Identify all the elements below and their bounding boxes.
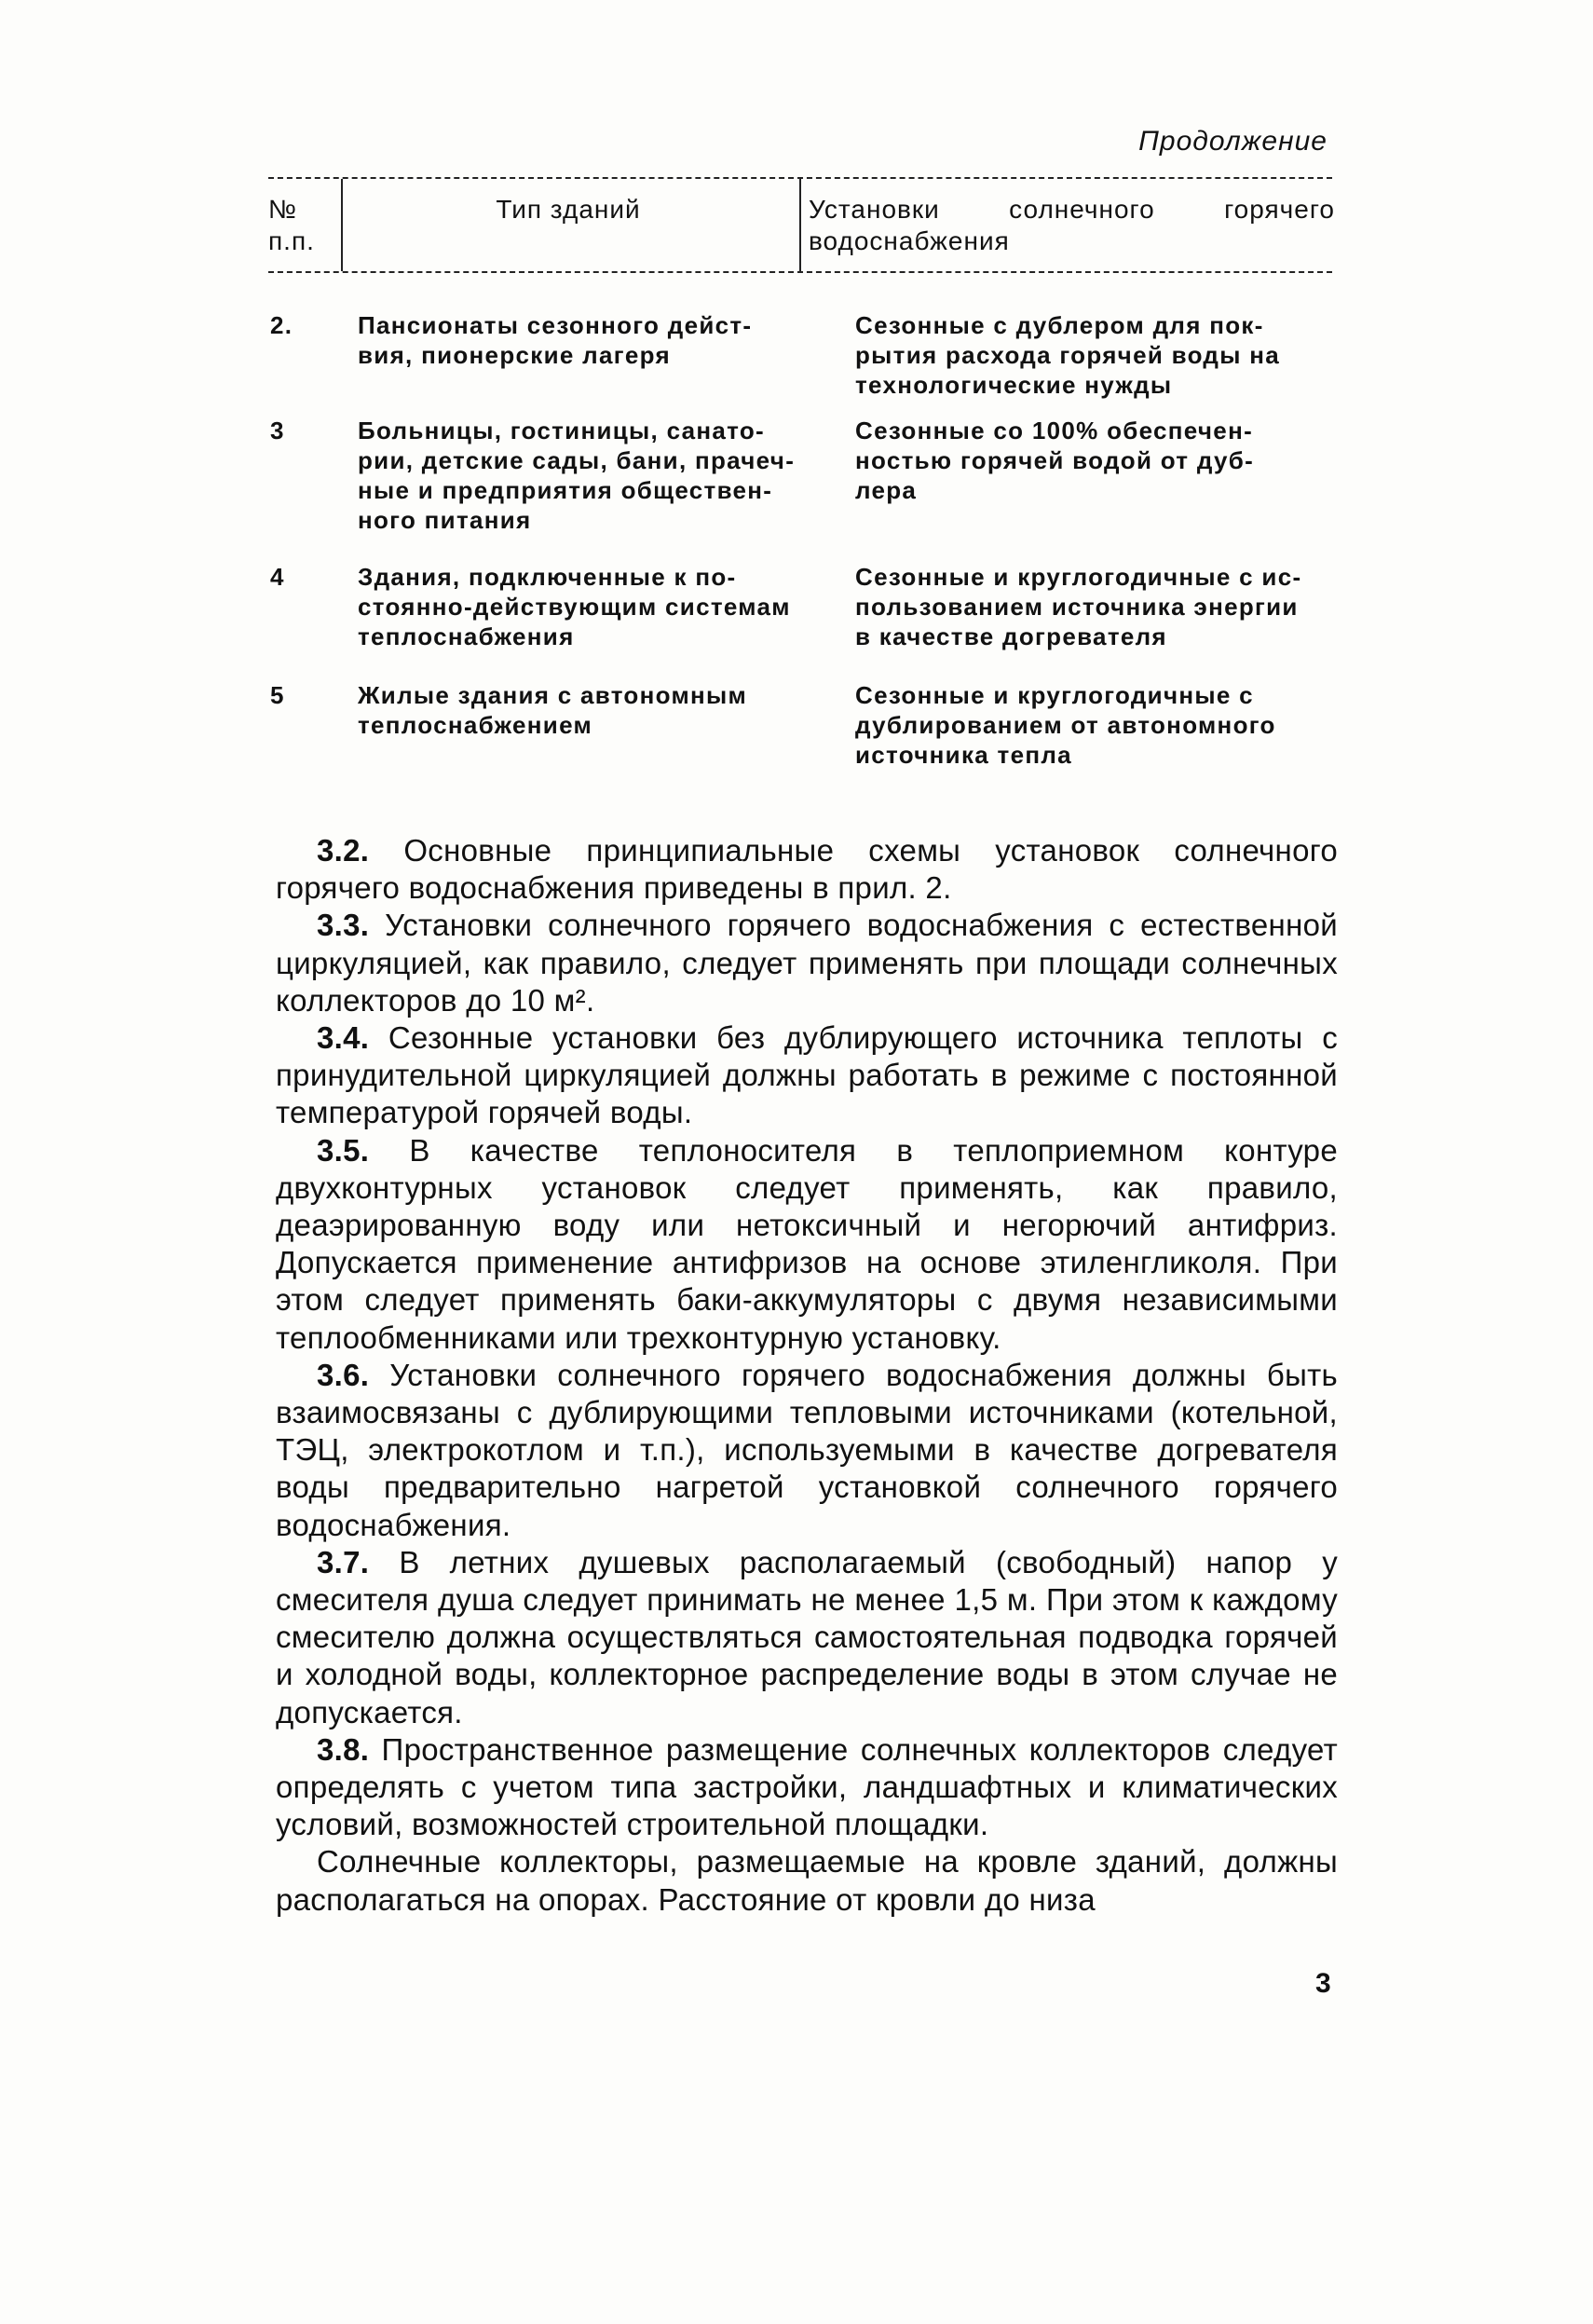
cell-line: Пансионаты сезонного дейст- <box>358 311 753 339</box>
cell-line: стоянно-действующим системам <box>358 593 791 621</box>
cell-line: технологические нужды <box>855 371 1173 399</box>
continuation-label: Продолжение <box>1138 126 1328 157</box>
cell-line: пользованием источника энергии <box>855 593 1299 621</box>
row-number: 3 <box>270 417 285 444</box>
cell-line: источника тепла <box>855 741 1072 769</box>
column-header-word: горячего <box>1224 195 1335 224</box>
clause-number: 3.5. <box>317 1132 370 1168</box>
clause-number: 3.6. <box>317 1357 370 1392</box>
paragraph-text: Сезонные установки без дублирующего источника теплоты с принудительной циркуляцией должны работать в режиме с постоянной температурой горячей воды. <box>276 1020 1338 1130</box>
cell-line: ностью горячей водой от дуб- <box>855 446 1255 474</box>
cell-line: теплоснабжением <box>358 711 593 739</box>
page-number: 3 <box>1315 1968 1331 1999</box>
paragraph-text: Основные принципиальные схемы установок солнечного горячего водоснабжения приведены в прил. 2. <box>276 833 1338 906</box>
row-building-type <box>358 416 824 535</box>
paragraph <box>276 1731 1338 1844</box>
cell-line: теплоснабжения <box>358 622 575 650</box>
column-header-number-line: № <box>268 195 298 224</box>
cell-line: лера <box>855 476 918 504</box>
column-header-line: водоснабжения <box>809 226 1010 255</box>
column-header-number-line: п.п. <box>268 226 315 255</box>
cell-line: ные и предприятия обществен- <box>358 476 773 504</box>
cell-line: Здания, подключенные к по- <box>358 563 737 591</box>
cell-line: Сезонные и круглогодичные с <box>855 681 1254 709</box>
row-building-type <box>358 310 824 370</box>
cell-line: Сезонные со 100% обеспечен- <box>855 417 1254 444</box>
paragraph <box>276 1357 1338 1544</box>
cell-line: рытия расхода горячей воды на <box>855 341 1281 369</box>
column-header-number <box>268 194 334 257</box>
cell-line: дублированием от автономного <box>855 711 1276 739</box>
paragraph <box>276 1843 1338 1918</box>
cell-line: ного питания <box>358 506 532 534</box>
clause-number: 3.2. <box>317 833 370 868</box>
clause-number: 3.4. <box>317 1020 370 1056</box>
column-header-word: солнечного <box>1009 195 1155 224</box>
paragraph <box>276 1019 1338 1132</box>
paragraph <box>276 1132 1338 1357</box>
column-header-building-type: Тип зданий <box>496 195 641 224</box>
cell-line: вия, пионерские лагеря <box>358 341 671 369</box>
column-header-installations <box>809 194 1335 257</box>
clause-number: 3.7. <box>317 1544 370 1579</box>
cell-line: Больницы, гостиницы, санато- <box>358 417 766 444</box>
cell-line: Жилые здания с автономным <box>358 681 748 709</box>
row-installation <box>855 680 1332 770</box>
cell-line: рии, детские сады, бани, прачеч- <box>358 446 796 474</box>
paragraph-text: Пространственное размещение солнечных коллекторов следует определять с учетом типа застройки, ландшафтных и климатических условий, возможностей строительной площадки. <box>276 1731 1338 1842</box>
paragraph <box>276 907 1338 1019</box>
row-installation <box>855 562 1332 651</box>
paragraph-text: Установки солнечного горячего водоснабжения с естественной циркуляцией, как правило, следует применять при площади солнечных коллекторов до 10 м². <box>276 908 1338 1018</box>
column-header-word: Установки <box>809 195 940 224</box>
row-installation <box>855 416 1332 505</box>
paragraph <box>276 1544 1338 1731</box>
row-number: 5 <box>270 681 285 709</box>
cell-line: Сезонные с дублером для пок- <box>855 311 1264 339</box>
table-column-divider <box>799 179 801 271</box>
row-number: 4 <box>270 563 285 591</box>
table-header-rule <box>268 271 1332 273</box>
paragraph-text: Установки солнечного горячего водоснабжения должны быть взаимосвязаны с дублирующими тепловыми источниками (котельной, ТЭЦ, электрокотлом и т.п.), используемыми в качестве догревателя воды предварительно нагретой установкой солнечного горячего водоснабжения. <box>276 1357 1338 1542</box>
row-installation <box>855 310 1332 400</box>
row-number: 2. <box>270 311 293 339</box>
paragraph <box>276 832 1338 907</box>
body-text <box>276 832 1338 1919</box>
paragraph-text: Солнечные коллекторы, размещаемые на кровле зданий, должны располагаться на опорах. Расстояние от кровли до низа <box>276 1844 1338 1917</box>
row-building-type <box>358 562 824 651</box>
cell-line: Сезонные и круглогодичные с ис- <box>855 563 1302 591</box>
table-column-divider <box>341 179 343 271</box>
clause-number: 3.8. <box>317 1731 370 1767</box>
paragraph-text: В качестве теплоносителя в теплоприемном контуре двухконтурных установок следует применять, как правило, деаэрированную воду или нетоксичный и негорючий антифриз. Допускается применение антифризов на основе этиленгликоля. При этом следует применять баки-аккумуляторы с двумя независимыми теплообменниками или трехконтурную установку. <box>276 1132 1338 1355</box>
clause-number: 3.3. <box>317 908 370 943</box>
cell-line: в качестве догревателя <box>855 622 1167 650</box>
row-building-type <box>358 680 824 740</box>
paragraph-text: В летних душевых располагаемый (свободный) напор у смесителя душа следует принимать не менее 1,5 м. При этом к каждому смесителю должна осуществляться самостоятельная подводка горячей и холодной воды, коллекторное распределение воды в этом случае не допускается. <box>276 1544 1338 1729</box>
